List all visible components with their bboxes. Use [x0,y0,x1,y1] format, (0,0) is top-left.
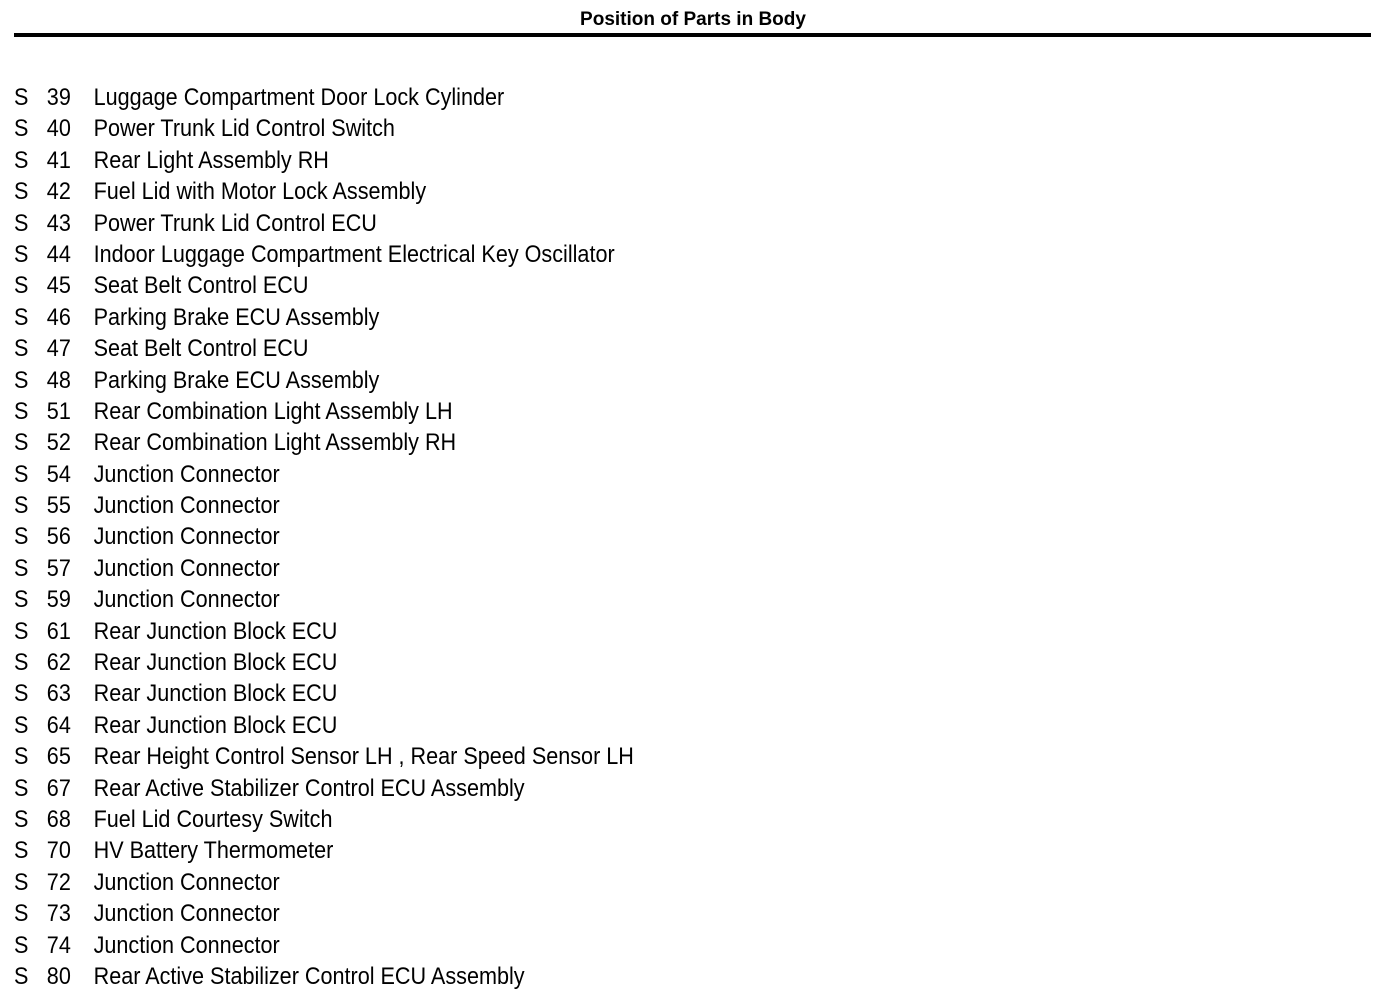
part-number: 73 [46,900,71,928]
part-name: Indoor Luggage Compartment Electrical Key Oscillator [93,240,615,268]
part-prefix: S [13,711,29,739]
part-row [0,867,1253,898]
part-prefix: S [13,303,29,331]
part-name: Rear Combination Light Assembly LH [93,397,453,425]
part-number: 68 [46,805,71,833]
part-row [0,773,1253,804]
part-row [0,270,1253,301]
part-name: Parking Brake ECU Assembly [93,303,380,331]
part-prefix: S [13,460,29,488]
part-number: 46 [46,303,71,331]
part-row [0,113,1253,144]
part-row [0,647,1253,678]
part-name: Rear Active Stabilizer Control ECU Assembly [93,774,525,802]
part-number: 56 [46,523,71,551]
parts-list [0,82,1392,992]
part-number: 43 [46,209,71,237]
part-name: HV Battery Thermometer [93,837,334,865]
title-divider [14,33,1371,37]
part-row [0,710,1253,741]
part-row [0,333,1253,364]
part-name: Junction Connector [93,554,280,582]
part-name: Rear Combination Light Assembly RH [93,429,457,457]
part-row [0,584,1253,615]
part-number: 47 [46,335,71,363]
part-number: 72 [46,868,71,896]
part-name: Rear Junction Block ECU [93,617,338,645]
part-name: Junction Connector [93,900,280,928]
part-prefix: S [13,868,29,896]
part-name: Rear Junction Block ECU [93,711,338,739]
part-name: Junction Connector [93,523,280,551]
part-name: Junction Connector [93,460,280,488]
part-number: 55 [46,492,71,520]
part-prefix: S [13,146,29,174]
part-name: Parking Brake ECU Assembly [93,366,380,394]
part-name: Fuel Lid with Motor Lock Assembly [93,178,427,206]
part-name: Rear Junction Block ECU [93,680,338,708]
part-row [0,930,1253,961]
part-name: Seat Belt Control ECU [93,272,309,300]
part-name: Junction Connector [93,931,280,959]
part-name: Rear Active Stabilizer Control ECU Assembly [93,962,525,990]
part-number: 70 [46,837,71,865]
part-row [0,208,1253,239]
part-row [0,521,1253,552]
part-row [0,459,1253,490]
part-prefix: S [13,900,29,928]
part-row [0,553,1253,584]
part-number: 57 [46,554,71,582]
part-name: Fuel Lid Courtesy Switch [93,805,333,833]
part-number: 74 [46,931,71,959]
part-number: 62 [46,649,71,677]
part-row [0,616,1253,647]
part-name: Power Trunk Lid Control Switch [93,115,395,143]
part-prefix: S [13,837,29,865]
part-row [0,898,1253,929]
part-prefix: S [13,586,29,614]
part-row [0,82,1253,113]
part-prefix: S [13,84,29,111]
part-prefix: S [13,774,29,802]
part-number: 44 [46,240,71,268]
part-prefix: S [13,743,29,771]
part-number: 67 [46,774,71,802]
part-prefix: S [13,805,29,833]
part-row [0,835,1253,866]
part-number: 59 [46,586,71,614]
part-number: 61 [46,617,71,645]
part-row [0,239,1253,270]
part-prefix: S [13,366,29,394]
part-prefix: S [13,680,29,708]
part-row [0,176,1253,207]
part-prefix: S [13,178,29,206]
part-number: 42 [46,178,71,206]
part-prefix: S [13,649,29,677]
part-number: 80 [46,962,71,990]
part-name: Junction Connector [93,492,280,520]
part-row [0,490,1253,521]
part-row [0,804,1253,835]
part-prefix: S [13,492,29,520]
part-prefix: S [13,429,29,457]
part-number: 54 [46,460,71,488]
part-prefix: S [13,397,29,425]
part-prefix: S [13,931,29,959]
part-name: Power Trunk Lid Control ECU [93,209,377,237]
part-row [0,302,1253,333]
part-prefix: S [13,523,29,551]
part-number: 45 [46,272,71,300]
part-prefix: S [13,272,29,300]
part-name: Rear Light Assembly RH [93,146,329,174]
part-prefix: S [13,209,29,237]
part-prefix: S [13,240,29,268]
part-number: 41 [46,146,71,174]
part-number: 65 [46,743,71,771]
part-number: 48 [46,366,71,394]
part-name: Junction Connector [93,586,280,614]
part-row [0,427,1253,458]
part-name: Luggage Compartment Door Lock Cylinder [93,84,505,111]
part-name: Seat Belt Control ECU [93,335,309,363]
part-row [0,396,1253,427]
part-number: 39 [46,84,71,111]
part-name: Rear Height Control Sensor LH , Rear Speed Sensor LH [93,743,634,771]
part-row [0,365,1253,396]
part-row [0,145,1253,176]
part-prefix: S [13,617,29,645]
page-title: Position of Parts in Body [580,9,806,30]
part-number: 40 [46,115,71,143]
part-row [0,741,1253,772]
part-number: 63 [46,680,71,708]
part-number: 64 [46,711,71,739]
part-prefix: S [13,554,29,582]
part-name: Junction Connector [93,868,280,896]
part-row [0,961,1253,992]
part-row [0,678,1253,709]
part-prefix: S [13,335,29,363]
part-number: 51 [46,397,71,425]
part-name: Rear Junction Block ECU [93,649,338,677]
part-prefix: S [13,962,29,990]
part-prefix: S [13,115,29,143]
part-number: 52 [46,429,71,457]
